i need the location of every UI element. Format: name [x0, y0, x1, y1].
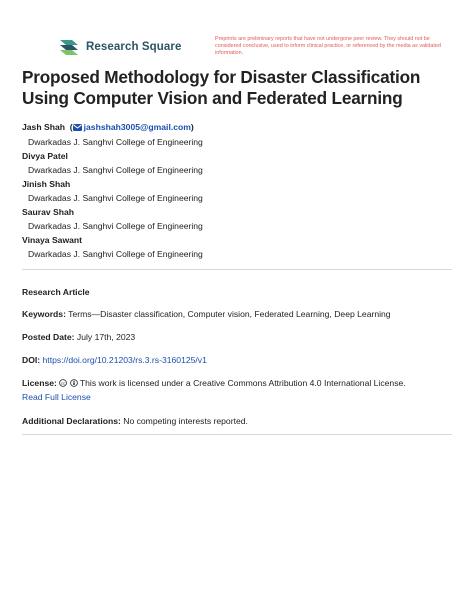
- author-item: [22, 177, 452, 205]
- author-name: Jinish Shah: [22, 179, 71, 189]
- author-item: [22, 233, 452, 261]
- author-item: Jash Shah ( jashshah3005@gmail.com) Dwarkadas J. Sanghvi College of Engineering: [22, 120, 452, 149]
- section-divider: [22, 269, 452, 270]
- declarations-label: Additional Declarations:: [22, 416, 121, 426]
- posted-date-label: Posted Date:: [22, 332, 75, 342]
- author-affiliation: Dwarkadas J. Sanghvi College of Engineering: [28, 193, 203, 203]
- author-name: Vinaya Sawant: [22, 235, 83, 245]
- svg-text:cc: cc: [61, 380, 66, 386]
- doi-link[interactable]: https://doi.org/10.21203/rs.3.rs-3160125/v1: [42, 355, 207, 365]
- author-affiliation: Dwarkadas J. Sanghvi College of Engineering: [28, 165, 203, 175]
- brand[interactable]: [58, 38, 181, 56]
- author-name: Divya Patel: [22, 151, 68, 161]
- doi: [22, 354, 454, 367]
- read-full-license-link[interactable]: Read Full License: [22, 392, 91, 402]
- license-label: License:: [22, 378, 57, 388]
- license-text: This work is licensed under a Creative Commons Attribution 4.0 International License.: [79, 378, 406, 388]
- author-affiliation: Dwarkadas J. Sanghvi College of Engineering: [28, 249, 203, 259]
- posted-date-value: July 17th, 2023: [76, 332, 136, 342]
- author-name: Jash Shah: [22, 122, 65, 132]
- additional-declarations: [22, 415, 454, 428]
- keywords-label: Keywords:: [22, 309, 66, 319]
- license: [22, 377, 454, 404]
- preprint-notice: Preprints are preliminary reports that have not undergone peer review. They should not be considered conclusive, used to inform clinical practice, or referenced by the media as validated information.: [215, 36, 441, 57]
- brand-name: Research Square: [86, 41, 182, 53]
- author-email-link[interactable]: jashshah3005@gmail.com: [73, 122, 191, 132]
- author-item: [22, 149, 452, 177]
- author-affiliation: Dwarkadas J. Sanghvi College of Engineering: [28, 221, 203, 231]
- doi-label: DOI:: [22, 355, 41, 365]
- author-affiliation: Dwarkadas J. Sanghvi College of Engineering: [28, 137, 203, 147]
- section-divider: [22, 434, 452, 435]
- attribution-icon: [70, 378, 78, 391]
- article-type: Research Article: [22, 287, 90, 297]
- author-item: [22, 205, 452, 233]
- paper-title: Proposed Methodology for Disaster Classification Using Computer Vision and Federated Learning: [22, 67, 421, 108]
- keywords-value: Terms—Disaster classification, Computer vision, Federated Learning, Deep Learning: [68, 309, 391, 319]
- creative-commons-icon: [59, 378, 67, 391]
- envelope-icon: [73, 121, 82, 135]
- keywords: [22, 308, 454, 321]
- author-list: [22, 120, 452, 261]
- posted-date: [22, 331, 454, 344]
- research-square-logo-icon: [58, 38, 80, 56]
- declarations-value: No competing interests reported.: [123, 416, 248, 426]
- author-name: Saurav Shah: [22, 207, 75, 217]
